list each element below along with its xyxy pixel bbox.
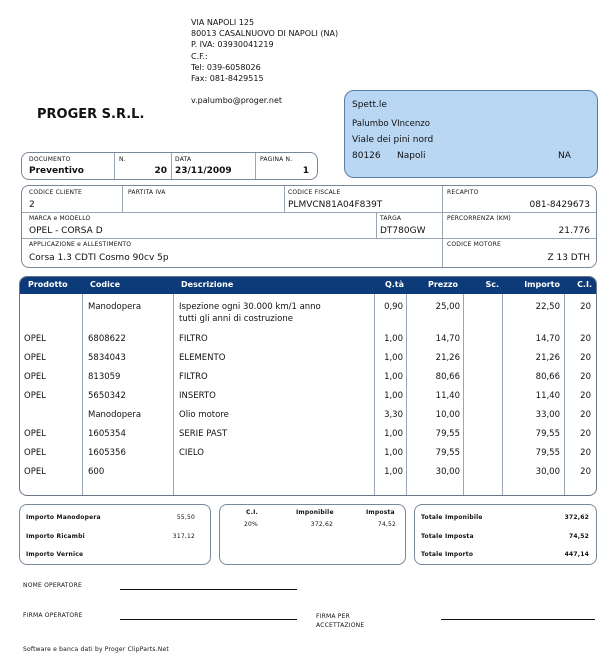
operator-signature-line[interactable] [120, 619, 297, 620]
acceptance-label [316, 612, 364, 630]
table-row[interactable] [20, 302, 596, 324]
cell-prezzo: 79,55 [435, 429, 460, 439]
cell-importo: 79,55 [535, 448, 560, 458]
doc-page-value: 1 [302, 166, 309, 176]
cell-ci: 20 [580, 391, 591, 401]
table-row[interactable] [20, 391, 596, 407]
cell-qta: 0,90 [384, 302, 403, 312]
doc-type-value: Preventivo [29, 166, 84, 176]
cell-prodotto: OPEL [24, 429, 46, 439]
company-cf: C.F.: [191, 51, 208, 61]
client-code-label: CODICE CLIENTE [29, 189, 83, 196]
cell-ci: 20 [580, 353, 591, 363]
cell-desc1: ELEMENTO [179, 353, 226, 363]
cell-desc1: FILTRO [179, 334, 208, 344]
company-city: 80013 CASALNUOVO DI NAPOLI (NA) [191, 29, 339, 39]
summary-totals-box [414, 504, 597, 565]
vehicle-targa-label: TARGA [380, 215, 402, 222]
cell-prezzo: 11,40 [435, 391, 460, 401]
cell-desc1: SERIE PAST [179, 429, 228, 439]
cell-qta: 1,00 [384, 391, 403, 401]
client-cf-value: PLMVCN81A04F839T [288, 200, 383, 210]
column-header: Prodotto [28, 280, 68, 289]
cell-codice: 5834043 [88, 353, 126, 363]
acceptance-signature-line[interactable] [441, 619, 595, 620]
company-email[interactable]: v.palumbo@proger.net [191, 96, 283, 105]
company-street: VIA NAPOLI 125 [191, 18, 255, 27]
company-name: PROGER S.R.L. [37, 107, 145, 122]
software-credit: Software e banca dati by Proger ClipParts.Net [23, 646, 169, 653]
cell-importo: 21,26 [535, 353, 560, 363]
cell-importo: 30,00 [535, 467, 560, 477]
ricambi-label: Importo Ricambi [26, 533, 85, 540]
cell-prodotto: OPEL [24, 467, 46, 477]
doc-date-value: 23/11/2009 [175, 166, 232, 176]
cell-desc1: Olio motore [179, 410, 229, 420]
cell-codice: 5650342 [88, 391, 126, 401]
cell-prezzo: 80,66 [435, 372, 460, 382]
manodopera-label: Importo Manodopera [26, 514, 101, 521]
cell-codice: 6808622 [88, 334, 126, 344]
table-row[interactable] [20, 334, 596, 350]
client-cf-label: CODICE FISCALE [288, 189, 341, 196]
column-header: Importo [524, 280, 560, 289]
recipient-cap: 80126 [352, 151, 381, 161]
table-row[interactable] [20, 353, 596, 369]
cell-qta: 1,00 [384, 429, 403, 439]
vehicle-model-value: OPEL - CORSA D [29, 226, 103, 236]
client-piva-label: PARTITA IVA [128, 189, 166, 196]
operator-signature-label: FIRMA OPERATORE [23, 612, 83, 619]
cell-importo: 11,40 [535, 391, 560, 401]
tot-importo-value: 447,14 [564, 551, 589, 558]
column-header: Q.tà [384, 280, 404, 289]
summary-left-box [19, 504, 211, 565]
cell-ci: 20 [580, 334, 591, 344]
imponibile-label: Imponibile [296, 509, 334, 516]
vehicle-model-label: MARCA e MODELLO [29, 215, 91, 222]
cell-ci: 20 [580, 448, 591, 458]
table-row[interactable] [20, 448, 596, 464]
doc-number-value: 20 [154, 166, 167, 176]
cell-ci: 20 [580, 410, 591, 420]
vernice-label: Importo Vernice [26, 551, 84, 558]
company-tel: Tel: 039-6058026 [191, 62, 261, 72]
company-piva: P. IVA: 03930041219 [191, 40, 274, 50]
recipient-salutation: Spett.le [352, 100, 387, 110]
cell-codice: Manodopera [88, 410, 142, 420]
vehicle-app-value: Corsa 1.3 CDTI Cosmo 90cv 5p [29, 253, 169, 263]
acceptance-label-line1: FIRMA PER [316, 613, 350, 620]
cell-qta: 1,00 [384, 372, 403, 382]
vehicle-km-value: 21.776 [558, 226, 590, 236]
column-header: Codice [90, 280, 121, 289]
cell-prodotto: OPEL [24, 448, 46, 458]
column-header: Sc. [485, 280, 499, 289]
imposta-value: 74,52 [377, 521, 396, 528]
client-vehicle-box [21, 185, 597, 268]
cell-prezzo: 79,55 [435, 448, 460, 458]
cell-importo: 33,00 [535, 410, 560, 420]
imponibile-value: 372,62 [310, 521, 333, 528]
doc-date-label: DATA [175, 156, 192, 163]
ci-label: C.I. [246, 509, 258, 516]
cell-importo: 80,66 [535, 372, 560, 382]
cell-ci: 20 [580, 429, 591, 439]
recipient-city: Napoli [397, 151, 426, 161]
cell-qta: 1,00 [384, 467, 403, 477]
company-address [191, 17, 338, 84]
recipient-street: Viale dei pini nord [352, 135, 434, 145]
operator-name-label: NOME OPERATORE [23, 582, 82, 589]
cell-desc1: INSERTO [179, 391, 216, 401]
summary-tax-box [219, 504, 406, 565]
doc-type-label: DOCUMENTO [29, 156, 71, 163]
cell-desc1: CIELO [179, 448, 204, 458]
cell-qta: 1,00 [384, 353, 403, 363]
client-recapito-label: RECAPITO [447, 189, 479, 196]
cell-prodotto: OPEL [24, 334, 46, 344]
table-row[interactable] [20, 372, 596, 388]
column-header: Prezzo [427, 280, 458, 289]
vehicle-targa-value: DT780GW [380, 226, 426, 236]
imposta-label: Imposta [366, 509, 395, 516]
cell-codice: Manodopera [88, 302, 142, 312]
vehicle-engine-label: CODICE MOTORE [447, 241, 502, 248]
document-info-box [21, 152, 318, 180]
cell-prezzo: 21,26 [435, 353, 460, 363]
cell-qta: 1,00 [384, 448, 403, 458]
cell-importo: 22,50 [535, 302, 560, 312]
doc-number-label: N. [119, 156, 126, 163]
cell-importo: 79,55 [535, 429, 560, 439]
cell-ci: 20 [580, 302, 591, 312]
tot-imponibile-value: 372,62 [564, 514, 589, 521]
cell-prodotto: OPEL [24, 353, 46, 363]
cell-desc1: FILTRO [179, 372, 208, 382]
table-row[interactable] [20, 467, 596, 483]
company-fax: Fax: 081-8429515 [191, 74, 264, 84]
cell-importo: 14,70 [535, 334, 560, 344]
cell-prezzo: 25,00 [435, 302, 460, 312]
doc-page-label: PAGINA N. [260, 156, 293, 163]
cell-codice: 813059 [88, 372, 121, 382]
ricambi-value: 317,12 [172, 533, 195, 540]
cell-prodotto: OPEL [24, 391, 46, 401]
cell-prezzo: 14,70 [435, 334, 460, 344]
client-code-value: 2 [29, 200, 35, 210]
recipient-prov: NA [558, 151, 571, 161]
vehicle-km-label: PERCORRENZA (KM) [447, 215, 511, 222]
client-recapito-value: 081-8429673 [529, 200, 590, 210]
cell-codice: 1605354 [88, 429, 126, 439]
vehicle-engine-value: Z 13 DTH [547, 253, 590, 263]
manodopera-value: 55,50 [176, 514, 195, 521]
cell-prezzo: 10,00 [435, 410, 460, 420]
column-header: C.I. [577, 280, 592, 289]
cell-ci: 20 [580, 372, 591, 382]
tot-imposta-label: Totale Imposta [421, 533, 474, 540]
cell-prodotto: OPEL [24, 372, 46, 382]
recipient-name: Palumbo VIncenzo [352, 119, 430, 129]
column-header: Descrizione [181, 280, 234, 289]
tot-importo-label: Totale Importo [421, 551, 474, 558]
cell-qta: 1,00 [384, 334, 403, 344]
cell-ci: 20 [580, 467, 591, 477]
cell-codice: 1605356 [88, 448, 126, 458]
tot-imposta-value: 74,52 [569, 533, 589, 540]
cell-qta: 3,30 [384, 410, 403, 420]
ci-value: 20% [244, 521, 258, 528]
table-row[interactable] [20, 429, 596, 445]
vehicle-app-label: APPLICAZIONE e ALLESTIMENTO [29, 241, 132, 248]
items-table [19, 276, 597, 496]
cell-codice: 600 [88, 467, 105, 477]
cell-prezzo: 30,00 [435, 467, 460, 477]
table-row[interactable] [20, 410, 596, 426]
recipient-box [344, 90, 598, 178]
cell-desc2: tutti gli anni di costruzione [179, 314, 293, 324]
operator-name-line[interactable] [120, 589, 297, 590]
tot-imponibile-label: Totale Imponibile [421, 514, 483, 521]
cell-desc1: Ispezione ogni 30.000 km/1 anno [179, 302, 321, 312]
acceptance-label-line2: ACCETTAZIONE [316, 622, 365, 629]
